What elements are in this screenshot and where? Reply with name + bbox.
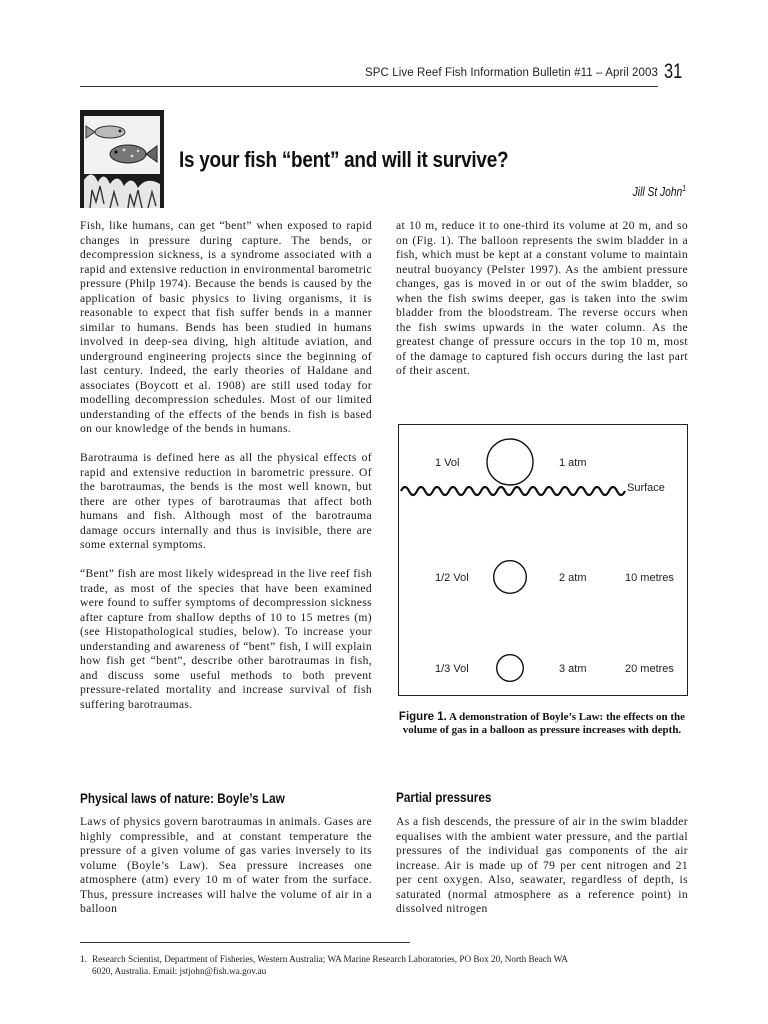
water-surface-wave bbox=[401, 487, 625, 495]
running-title: SPC Live Reef Fish Information Bulletin #11 – April 2003 bbox=[364, 67, 658, 79]
partial-pressures-text: As a fish descends, the pressure of air in the swim bladder equalises with the ambient water pressure, and the partial pressures of the individual gas components of the air increase. Air is made up of 79 per cent nitrogen and 21 per cent oxygen. Also, seawater, regardless of depth, is saturated (normal atmosphere as a reference point) in dissolved nitrogen bbox=[396, 815, 688, 915]
volume-label-2: 1/2 Vol bbox=[435, 572, 469, 584]
header-rule bbox=[80, 86, 658, 87]
swim-bladder-paragraph: at 10 m, reduce it to one-third its volume at 20 m, and so on (Fig. 1). The balloon represents the swim bladder in a fish, which must be kept at a constant volume to maintain neutral buoyancy (Pelster 1997). As the ambient pressure changes, gas is moved in or out of the swim bladder, so when the fish swims deeper, gas is taken into the swim bladder from the bloodstream. The reverse occurs when the fish swims upwards in the water column. As the greatest change of pressure occurs in the top 10 m, most of the damage to captured fish occurs during the last part of their ascent. bbox=[396, 219, 688, 377]
pressure-label-1: 1 atm bbox=[559, 457, 587, 469]
left-column bbox=[80, 219, 372, 727]
article-author bbox=[633, 184, 686, 199]
pressure-label-2: 2 atm bbox=[559, 572, 587, 584]
volume-label-3: 1/3 Vol bbox=[435, 663, 469, 675]
depth-label-3: 20 metres bbox=[625, 663, 674, 675]
figure-boyles-law bbox=[398, 424, 688, 696]
barotrauma-paragraph: Barotrauma is defined here as all the physical effects of rapid and extensive reduction in barometric pressure. Of the barotraumas, the bends is the most well known, but there are other types of barotraumas that affect both humans and fish. Although most of the barotrauma damage occurs internally and thus is invisible, there are some external symptoms. bbox=[80, 451, 372, 551]
footnote bbox=[80, 953, 690, 977]
figure-caption bbox=[396, 711, 688, 737]
fish-logo-graphic bbox=[80, 110, 164, 208]
balloon-2 bbox=[494, 561, 527, 594]
boyles-law-diagram bbox=[399, 425, 687, 695]
footnote-number: 1. bbox=[80, 954, 87, 964]
volume-label-1: 1 Vol bbox=[435, 457, 460, 469]
boyles-law-text: Laws of physics govern barotraumas in animals. Gases are highly compressible, and at constant temperature the pressure of a given volume of gas varies inversely to its volume (Boyle’s Law). Sea pressure increases one atmosphere (atm) every 10 m of water from the surface. Thus, pressure increases will halve the volume of air in a balloon bbox=[80, 815, 372, 915]
surface-label: Surface bbox=[627, 482, 665, 494]
figure-caption-label: Figure 1. bbox=[398, 711, 447, 723]
footnote-text: Research Scientist, Department of Fisheries, Western Australia; WA Marine Research Laboratories, PO Box 20, North Beach WA bbox=[92, 954, 568, 964]
page-number: 31 bbox=[664, 60, 683, 83]
balloon-3 bbox=[497, 655, 524, 682]
bent-fish-paragraph: “Bent” fish are most likely widespread in the live reef fish trade, as most of the species that have been examined were found to suffer symptoms of decompression sickness after capture from shallow depths of 10 to 15 metres (m) (see Histopathological studies, below). To increase your understanding and awareness of “bent” fish, I will explain how fish get “bent”, describe other barotraumas in fish, and discuss some useful methods to both prevent pressure-related mortality and increase survival of fish suffering barotraumas. bbox=[80, 567, 372, 711]
running-header bbox=[0, 62, 768, 92]
footnote-rule bbox=[80, 942, 410, 943]
footnote-line-1 bbox=[80, 953, 690, 965]
author-footnote-marker: 1 bbox=[682, 184, 686, 193]
author-name: Jill St John bbox=[632, 185, 683, 200]
boyles-law-heading: Physical laws of nature: Boyle’s Law bbox=[80, 790, 285, 806]
depth-label-2: 10 metres bbox=[625, 572, 674, 584]
balloon-1 bbox=[487, 439, 533, 485]
bulletin-logo-fish-illustration bbox=[80, 110, 164, 208]
pressure-label-3: 3 atm bbox=[559, 663, 587, 675]
figure-caption-text: A demonstration of Boyle’s Law: the effects on the volume of gas in a balloon as pressure increases with depth. bbox=[402, 711, 686, 736]
partial-pressures-heading: Partial pressures bbox=[396, 789, 492, 805]
right-column bbox=[396, 219, 688, 393]
article-title: Is your fish “bent” and will it survive? bbox=[179, 147, 509, 172]
intro-paragraph: Fish, like humans, can get “bent” when exposed to rapid changes in pressure during capture. The bends, or decompression sickness, is a syndrome associated with a rapid and extensive reduction in environmental barometric pressure (Philp 1974). Because the bends is caused by the application of basic physics to living organisms, it is reasonable to expect that fish suffer bends in a manner similar to humans. Bends has been studied in humans involved in deep-sea diving, high altitude aviation, and underground engineering projects since the beginning of last century. Indeed, the early theories of Haldane and associates (Boycott et al. 1908) are still used today for modelling decompression schedules. Most of our limited understanding of the effects of the bends in fish is based on our knowledge of the bends in humans. bbox=[80, 219, 372, 435]
footnote-line-2: 6020, Australia. Email: jstjohn@fish.wa.gov.au bbox=[92, 966, 267, 976]
